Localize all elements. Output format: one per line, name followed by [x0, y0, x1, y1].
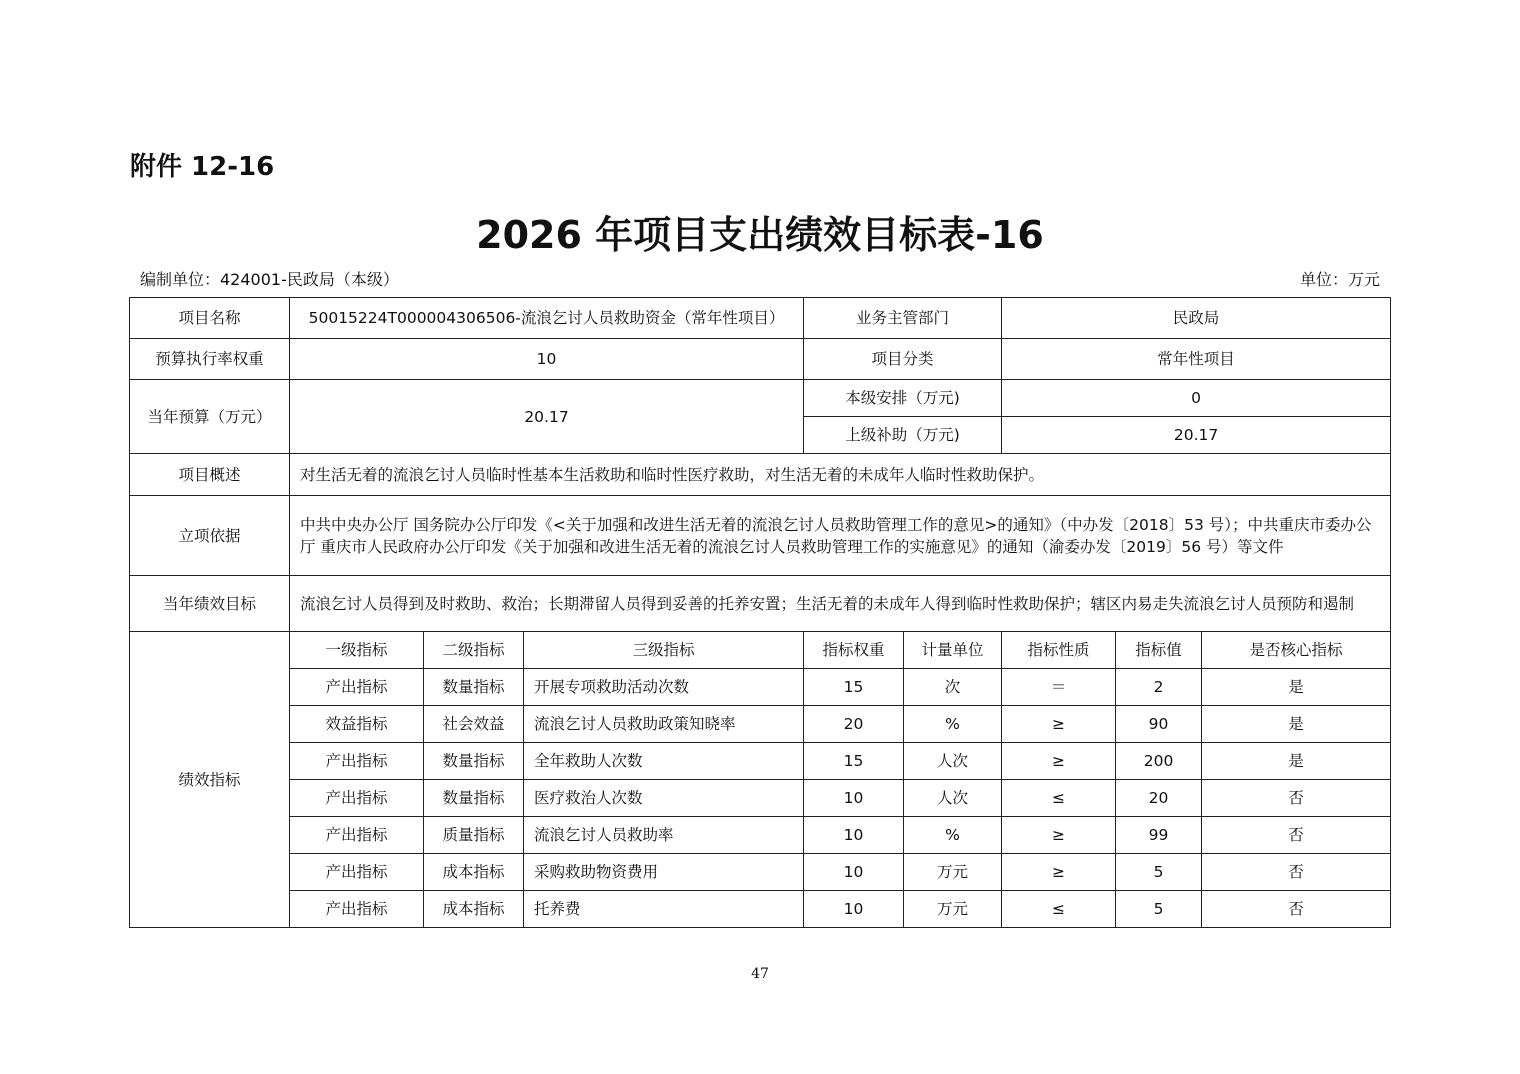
unit-cell: 次: [904, 669, 1002, 706]
level-1-cell: 产出指标: [290, 817, 424, 854]
core-cell: 是: [1202, 706, 1391, 743]
budget-value: 20.17: [290, 380, 804, 454]
overview-value: 对生活无着的流浪乞讨人员临时性基本生活救助和临时性医疗救助，对生活无着的未成年人临时性救助保护。: [290, 454, 1391, 496]
compiling-unit: 编制单位：424001-民政局（本级）: [140, 270, 399, 289]
level-2-cell: 成本指标: [424, 891, 524, 928]
level-1-cell: 产出指标: [290, 669, 424, 706]
table-row: [130, 780, 1391, 817]
overview-label: 项目概述: [130, 454, 290, 496]
unit-cell: %: [904, 817, 1002, 854]
level-3-cell: 开展专项救助活动次数: [524, 669, 804, 706]
currency-unit: 单位：万元: [1299, 270, 1380, 289]
basis-label: 立项依据: [130, 496, 290, 576]
local-funding-value: 0: [1002, 380, 1391, 417]
weight-cell: 10: [804, 891, 904, 928]
project-name-value: 50015224T000004306506-流浪乞讨人员救助资金（常年性项目）: [290, 298, 804, 339]
core-cell: 否: [1202, 780, 1391, 817]
overview-row: [130, 454, 1391, 496]
unit-cell: 人次: [904, 743, 1002, 780]
weight-cell: 10: [804, 780, 904, 817]
value-cell: 99: [1116, 817, 1202, 854]
header-core: 是否核心指标: [1202, 632, 1391, 669]
goal-value: 流浪乞讨人员得到及时救助、救治；长期滞留人员得到妥善的托养安置；生活无着的未成年人得到临时性救助保护；辖区内易走失流浪乞讨人员预防和遏制: [290, 576, 1391, 632]
budget-row: [130, 380, 1391, 417]
annex-label: 附件 12-16: [130, 152, 275, 182]
table-row: [130, 854, 1391, 891]
core-cell: 否: [1202, 891, 1391, 928]
core-cell: 否: [1202, 817, 1391, 854]
weight-cell: 10: [804, 854, 904, 891]
level-1-cell: 产出指标: [290, 891, 424, 928]
level-2-cell: 社会效益: [424, 706, 524, 743]
basis-row: [130, 496, 1391, 576]
value-cell: 2: [1116, 669, 1202, 706]
upper-funding-value: 20.17: [1002, 417, 1391, 454]
basis-value: 中共中央办公厅 国务院办公厅印发《<关于加强和改进生活无着的流浪乞讨人员救助管理工作的意见>的通知》（中办发〔2018〕53 号）；中共重庆市委办公厅 重庆市人民政府办公厅印发《关于加强和改进生活无着的流浪乞讨人员救助管理工作的实施意见》的通知（渝委办发〔2019〕56 号）等文件: [290, 496, 1391, 576]
project-name-label: 项目名称: [130, 298, 290, 339]
weight-cell: 20: [804, 706, 904, 743]
unit-meta-row: [140, 267, 1380, 290]
goal-label: 当年绩效目标: [130, 576, 290, 632]
upper-funding-label: 上级补助（万元): [804, 417, 1002, 454]
header-level-3: 三级指标: [524, 632, 804, 669]
level-3-cell: 采购救助物资费用: [524, 854, 804, 891]
unit-cell: 人次: [904, 780, 1002, 817]
table-row: [130, 817, 1391, 854]
nature-cell: ≥: [1002, 743, 1116, 780]
table-row: [130, 743, 1391, 780]
header-weight: 指标权重: [804, 632, 904, 669]
header-nature: 指标性质: [1002, 632, 1116, 669]
value-cell: 5: [1116, 891, 1202, 928]
nature-cell: ≥: [1002, 854, 1116, 891]
indicator-header-row: [130, 632, 1391, 669]
level-3-cell: 全年救助人次数: [524, 743, 804, 780]
header-level-1: 一级指标: [290, 632, 424, 669]
level-1-cell: 产出指标: [290, 854, 424, 891]
value-cell: 20: [1116, 780, 1202, 817]
level-2-cell: 质量指标: [424, 817, 524, 854]
header-unit: 计量单位: [904, 632, 1002, 669]
level-3-cell: 流浪乞讨人员救助率: [524, 817, 804, 854]
nature-cell: ≥: [1002, 817, 1116, 854]
performance-goal-table: [129, 297, 1391, 928]
core-cell: 否: [1202, 854, 1391, 891]
local-funding-label: 本级安排（万元): [804, 380, 1002, 417]
page-title: 2026 年项目支出绩效目标表-16: [476, 213, 1044, 257]
category-label: 项目分类: [804, 339, 1002, 380]
nature-cell: ＝: [1002, 669, 1116, 706]
level-2-cell: 数量指标: [424, 669, 524, 706]
exec-weight-value: 10: [290, 339, 804, 380]
exec-weight-label: 预算执行率权重: [130, 339, 290, 380]
level-2-cell: 成本指标: [424, 854, 524, 891]
core-cell: 是: [1202, 669, 1391, 706]
table-row: [130, 706, 1391, 743]
level-3-cell: 流浪乞讨人员救助政策知晓率: [524, 706, 804, 743]
dept-label: 业务主管部门: [804, 298, 1002, 339]
page-number: 47: [751, 966, 769, 982]
level-1-cell: 产出指标: [290, 743, 424, 780]
unit-cell: 万元: [904, 854, 1002, 891]
value-cell: 5: [1116, 854, 1202, 891]
level-2-cell: 数量指标: [424, 780, 524, 817]
exec-weight-row: [130, 339, 1391, 380]
unit-cell: %: [904, 706, 1002, 743]
table-row: [130, 669, 1391, 706]
level-1-cell: 产出指标: [290, 780, 424, 817]
goal-row: [130, 576, 1391, 632]
project-name-row: [130, 298, 1391, 339]
weight-cell: 15: [804, 669, 904, 706]
nature-cell: ≥: [1002, 706, 1116, 743]
weight-cell: 15: [804, 743, 904, 780]
category-value: 常年性项目: [1002, 339, 1391, 380]
level-3-cell: 托养费: [524, 891, 804, 928]
core-cell: 是: [1202, 743, 1391, 780]
table-row: [130, 891, 1391, 928]
header-level-2: 二级指标: [424, 632, 524, 669]
weight-cell: 10: [804, 817, 904, 854]
header-value: 指标值: [1116, 632, 1202, 669]
level-1-cell: 效益指标: [290, 706, 424, 743]
level-2-cell: 数量指标: [424, 743, 524, 780]
value-cell: 200: [1116, 743, 1202, 780]
nature-cell: ≤: [1002, 891, 1116, 928]
level-3-cell: 医疗救治人次数: [524, 780, 804, 817]
value-cell: 90: [1116, 706, 1202, 743]
dept-value: 民政局: [1002, 298, 1391, 339]
budget-label: 当年预算（万元）: [130, 380, 290, 454]
indicators-label: 绩效指标: [130, 632, 290, 928]
nature-cell: ≤: [1002, 780, 1116, 817]
unit-cell: 万元: [904, 891, 1002, 928]
